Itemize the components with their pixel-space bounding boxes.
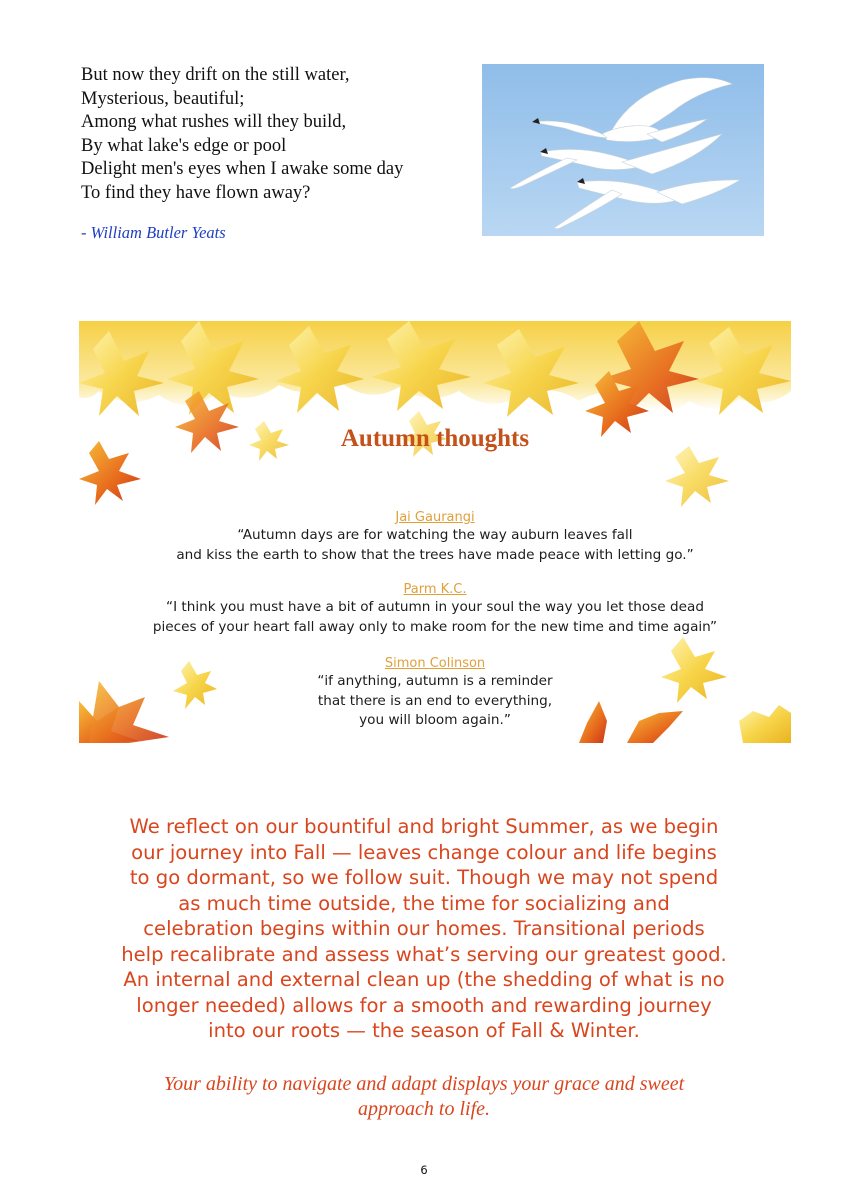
autumn-thoughts-section bbox=[79, 321, 791, 743]
reflection-line: celebration begins within our homes. Transitional periods bbox=[143, 917, 705, 940]
poem-line: To find they have flown away? bbox=[81, 182, 311, 203]
poem-line: Delight men's eyes when I awake some day bbox=[81, 159, 404, 180]
poem-line: Among what rushes will they build, bbox=[81, 112, 347, 133]
quote-author-link[interactable]: Simon Colinson bbox=[384, 656, 486, 671]
reflection-line: our journey into Fall — leaves change colour and life begins bbox=[131, 840, 717, 864]
quote-line: and kiss the earth to show that the trees have made peace with letting go.” bbox=[176, 546, 694, 563]
reflection-line: help recalibrate and assess what’s serving our greatest good. bbox=[121, 942, 727, 966]
page-number: 6 bbox=[420, 1163, 428, 1177]
reflection-line: An internal and external clean up (the shedding of what is no bbox=[123, 968, 725, 991]
reflection-line: We reflect on our bountiful and bright Summer, as we begin bbox=[129, 815, 719, 838]
quote-author-link[interactable]: Parm K.C. bbox=[403, 582, 467, 597]
poem-line: By what lake's edge or pool bbox=[81, 135, 287, 156]
quote-block bbox=[79, 509, 791, 565]
section-title: Autumn thoughts bbox=[340, 425, 530, 452]
reflection-line: longer needed) allows for a smooth and rewarding journey bbox=[136, 993, 712, 1017]
poem-author: - William Butler Yeats bbox=[81, 222, 226, 242]
poem-line: Mysterious, beautiful; bbox=[81, 88, 245, 109]
quote-line: “Autumn days are for watching the way auburn leaves fall bbox=[237, 527, 633, 543]
quote-line: “I think you must have a bit of autumn in your soul the way you let those dead bbox=[166, 599, 704, 615]
poem-excerpt bbox=[81, 64, 471, 244]
swans-in-flight-image bbox=[482, 64, 764, 236]
quote-line: you will bloom again.” bbox=[359, 712, 511, 728]
quote-line: that there is an end to everything, bbox=[317, 692, 553, 709]
reflection-paragraph bbox=[60, 814, 788, 1044]
closing-line: Your ability to navigate and adapt displays your grace and sweet bbox=[163, 1073, 685, 1095]
quote-author-link[interactable]: Jai Gaurangi bbox=[395, 510, 475, 525]
quote-block bbox=[79, 581, 791, 637]
reflection-line: into our roots — the season of Fall & Winter. bbox=[208, 1019, 640, 1042]
quote-line: pieces of your heart fall away only to make room for the new time and time again” bbox=[152, 618, 718, 635]
reflection-line: as much time outside, the time for socializing and bbox=[178, 891, 670, 915]
poem-line: But now they drift on the still water, bbox=[81, 65, 350, 85]
closing-statement bbox=[60, 1072, 788, 1122]
quote-line: “if anything, autumn is a reminder bbox=[317, 673, 553, 689]
closing-line: approach to life. bbox=[357, 1098, 491, 1120]
quote-block bbox=[79, 655, 791, 731]
reflection-line: to go dormant, so we follow suit. Though we may not spend bbox=[129, 866, 719, 889]
